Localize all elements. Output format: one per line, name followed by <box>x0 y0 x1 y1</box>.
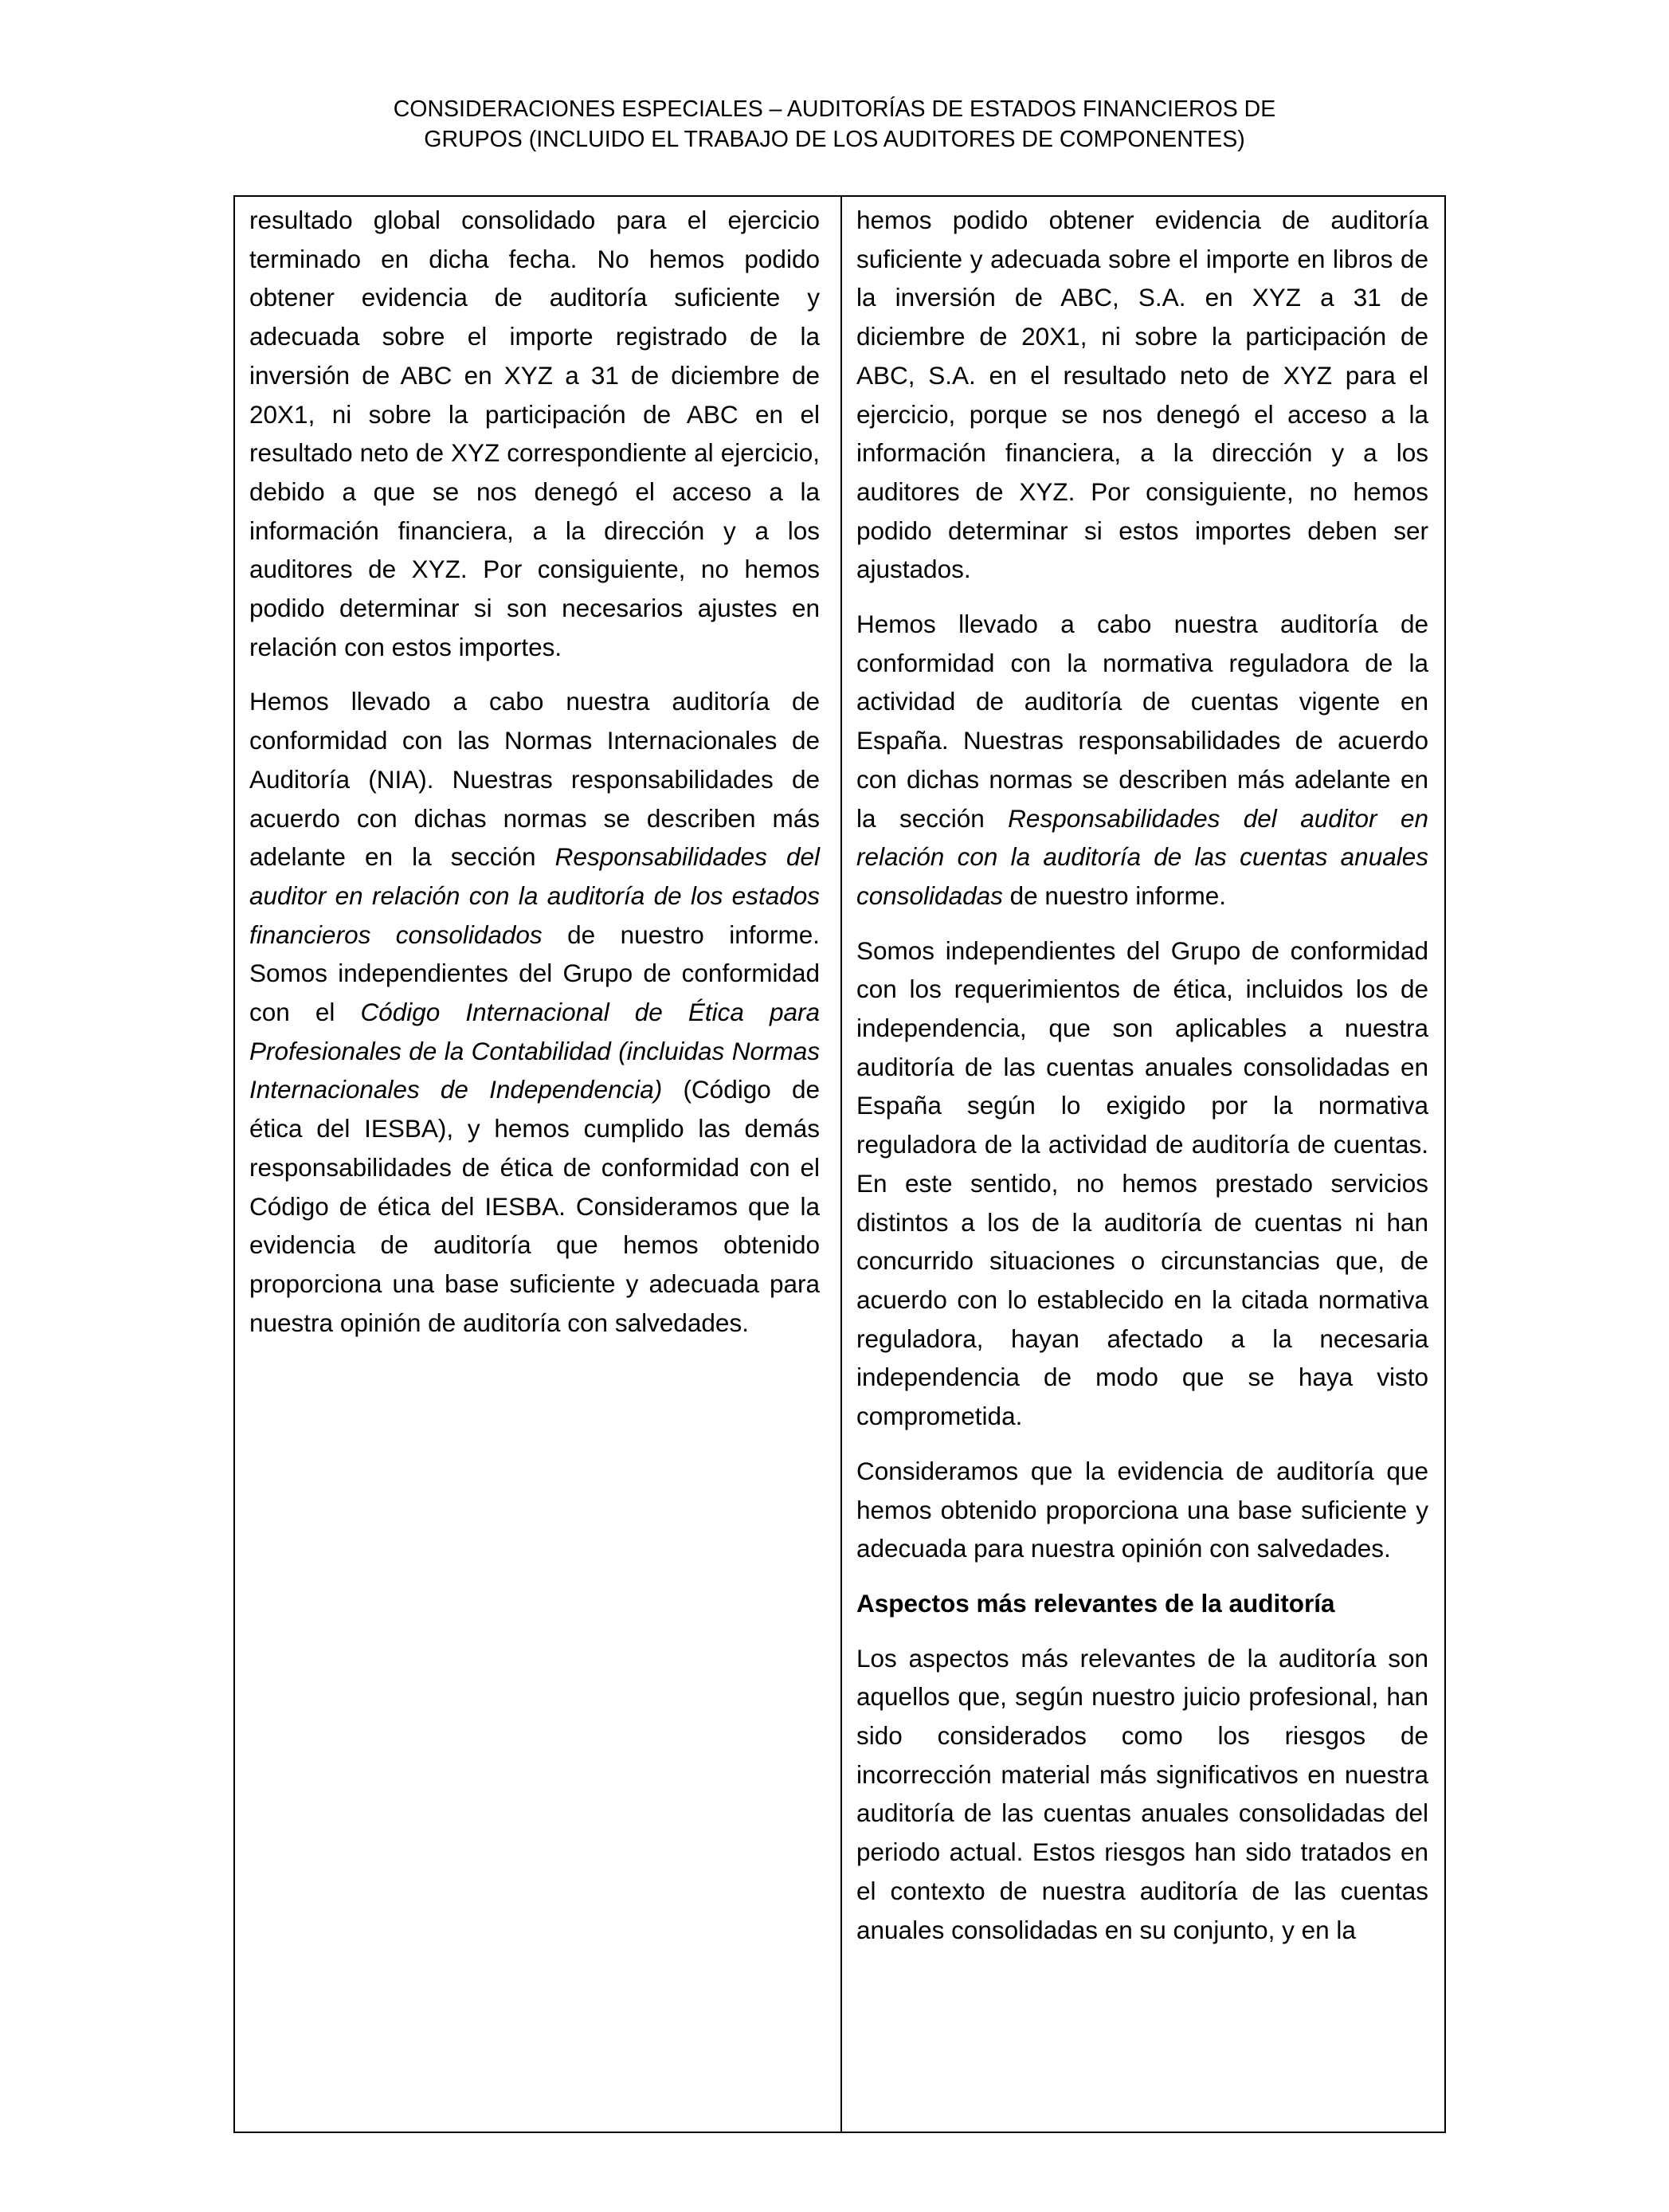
right-p2-italic-section-title: Responsabilidades del auditor en relación con la auditoría de las cuentas anuales consolidadas <box>856 803 1429 910</box>
right-paragraph-4: Consideramos que la evidencia de auditoría que hemos obtenido proporciona una base suficiente y adecuada para nuestra opinión con salvedades. <box>856 1456 1428 1563</box>
left-paragraph-1: resultado global consolidado para el ejercicio terminado en dicha fecha. No hemos podido obtener evidencia de auditoría suficiente y adecuada sobre el importe registrado de la inversión de ABC en XYZ a 31 de diciembre de 20X1, ni sobre la participación de ABC en el resultado neto de XYZ correspondiente al ejercicio, debido a que se nos denegó el acceso a la información financiera, a la dirección y a los auditores de XYZ. Por consiguiente, no hemos podido determinar si son necesarios ajustes en relación con estos importes. <box>249 206 820 661</box>
right-paragraph-2 <box>856 605 1428 916</box>
right-column <box>842 197 1444 2132</box>
left-p2-text-c: de nuestro informe. Somos independientes del Grupo de conformidad con el <box>249 920 820 1027</box>
left-p2-italic-section-title: Responsabilidades del auditor en relación con la auditoría de los estados financieros consolidados <box>249 842 820 949</box>
header-line-1: CONSIDERACIONES ESPECIALES – AUDITORÍAS DE ESTADOS FINANCIEROS DE <box>393 96 1276 122</box>
header-line-2: GRUPOS (INCLUIDO EL TRABAJO DE LOS AUDITORES DE COMPONENTES) <box>424 127 1245 152</box>
right-paragraph-1: hemos podido obtener evidencia de auditoría suficiente y adecuada sobre el importe en libros de la inversión de ABC, S.A. en XYZ a 31 de diciembre de 20X1, ni sobre la participación de ABC, S.A. en el resultado neto de XYZ para el ejercicio, porque se nos denegó el acceso a la información financiera, a la dirección y a los auditores de XYZ. Por consiguiente, no hemos podido determinar si estos importes deben ser ajustados. <box>856 206 1428 584</box>
left-paragraph-2 <box>249 682 820 1342</box>
right-p2-text-a: Hemos llevado a cabo nuestra auditoría de conformidad con la normativa reguladora de la actividad de auditoría de cuentas vigente en España. Nuestras responsabilidades de acuerdo con dichas normas se describen más adelante en la sección <box>856 610 1428 833</box>
right-paragraph-3: Somos independientes del Grupo de conformidad con los requerimientos de ética, incluidos los de independencia, que son aplicables a nuestra auditoría de las cuentas anuales consolidadas en España según lo exigido por la normativa reguladora de la actividad de auditoría de cuentas. En este sentido, no hemos prestado servicios distintos a los de la auditoría de cuentas ni han concurrido situaciones o circunstancias que, de acuerdo con lo establecido en la citada normativa reguladora, hayan afectado a la necesaria independencia de modo que se haya visto comprometida. <box>856 935 1428 1431</box>
left-p2-text-e: (Código de ética del IESBA), y hemos cumplido las demás responsabilidades de ética de conformidad con el Código de ética del IESBA. Consideramos que la evidencia de auditoría que hemos obtenido proporciona una base suficiente y adecuada para nuestra opinión de auditoría con salvedades. <box>249 1075 820 1337</box>
section-heading: Aspectos más relevantes de la auditoría <box>856 1588 1335 1618</box>
right-paragraph-5: Los aspectos más relevantes de la auditoría son aquellos que, según nuestro juicio profesional, han sido considerados como los riesgos de incorrección material más significativos en nuestra auditoría de las cuentas anuales consolidadas del periodo actual. Estos riesgos han sido tratados en el contexto de nuestra auditoría de las cuentas anuales consolidadas en su conjunto, y en la <box>856 1643 1428 1944</box>
right-p2-text-c: de nuestro informe. <box>1002 880 1227 910</box>
left-p2-text-a: Hemos llevado a cabo nuestra auditoría de conformidad con las Normas Internacionales de Auditoría (NIA). Nuestras responsabilidades de acuerdo con dichas normas se describen más adelante en la sección <box>249 687 820 872</box>
left-p2-italic-code-title: Código Internacional de Ética para Profesionales de la Contabilidad (incluidas Normas Internacionales de Independencia) <box>249 998 820 1104</box>
page-header <box>0 94 1669 155</box>
comparison-table <box>233 195 1446 2133</box>
left-column <box>235 197 842 2132</box>
